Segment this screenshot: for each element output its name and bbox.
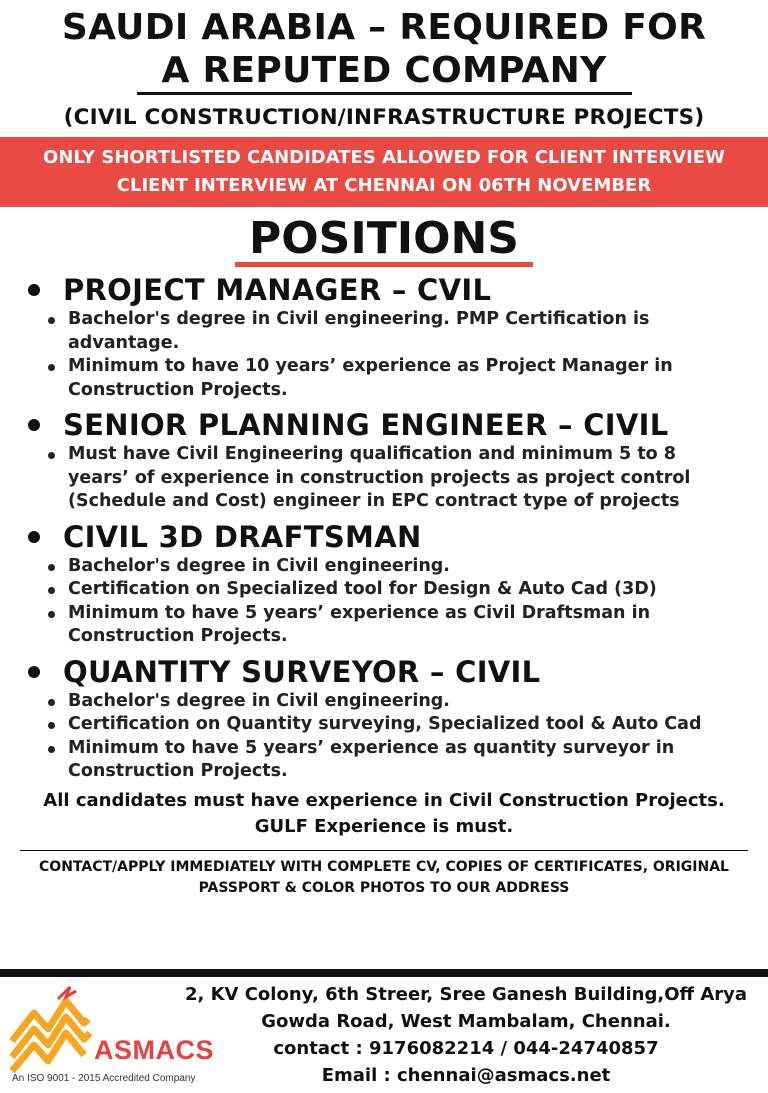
requirement-item (0, 308, 768, 355)
footer (0, 977, 768, 1093)
requirement-item (0, 355, 768, 402)
logo-tagline: An ISO 9001 - 2015 Accredited Company (12, 1073, 196, 1084)
position-title-text: PROJECT MANAGER – CVIL (63, 273, 492, 307)
positions-heading: POSITIONS (248, 213, 519, 264)
contact-email: Email : chennai@asmacs.net (321, 1065, 611, 1086)
requirement-text: Bachelor's degree in Civil engineering. (68, 555, 450, 576)
interview-banner (0, 137, 768, 207)
page (0, 6, 768, 1086)
bullet-icon (48, 317, 55, 324)
position-senior-planning-engineer (0, 407, 768, 514)
page-subtitle: (CIVIL CONSTRUCTION/INFRASTRUCTURE PROJECTS) (63, 105, 705, 130)
position-title (0, 407, 768, 443)
banner-line-1: ONLY SHORTLISTED CANDIDATES ALLOWED FOR CLIENT INTERVIEW (43, 147, 725, 168)
contact-instruction-line-2: PASSPORT & COLOR PHOTOS TO OUR ADDRESS (198, 879, 570, 896)
requirements-list (0, 308, 768, 402)
bullet-icon (48, 699, 55, 706)
bullet-icon (48, 722, 55, 729)
requirement-text: Certification on Quantity surveying, Specialized tool & Auto Cad (68, 714, 702, 734)
bullet-icon (28, 284, 40, 296)
title-line-2: A REPUTED COMPANY (161, 50, 607, 91)
bullet-icon (48, 452, 55, 459)
company-address (168, 981, 764, 1089)
requirements-list (0, 690, 768, 784)
requirement-item (0, 578, 768, 602)
title-line-1: SAUDI ARABIA – REQUIRED FOR (61, 7, 707, 48)
requirement-text: Bachelor's degree in Civil engineering. (68, 690, 450, 711)
position-title (0, 519, 768, 555)
position-title-text: QUANTITY SURVEYOR – CIVIL (63, 654, 541, 689)
page-title (0, 6, 768, 92)
requirement-text: Minimum to have 10 years’ experience as Project Manager in Construction Projects. (68, 356, 673, 400)
requirement-item (0, 602, 768, 649)
bullet-icon (48, 587, 55, 594)
position-title-text: SENIOR PLANNING ENGINEER – CIVIL (63, 408, 669, 442)
requirement-text: Minimum to have 5 years’ experience as Civil Draftsman in Construction Projects. (68, 602, 651, 646)
bullet-icon (28, 666, 40, 678)
position-title (0, 654, 768, 690)
address-line-2: Gowda Road, West Mambalam, Chennai. (261, 1011, 671, 1032)
candidate-notes (0, 788, 768, 840)
position-title-text: CIVIL 3D DRAFTSMAN (63, 519, 422, 554)
position-project-manager (0, 272, 768, 402)
bullet-icon (48, 364, 55, 371)
bullet-icon (48, 564, 55, 571)
bullet-icon (28, 531, 40, 543)
position-civil-3d-draftsman (0, 519, 768, 649)
bullet-icon (28, 419, 40, 431)
divider (20, 850, 748, 851)
title-underline (137, 92, 632, 95)
bullet-icon (48, 611, 55, 618)
requirement-text: Must have Civil Engineering qualification and minimum 5 to 8 years’ of experience in construction projects as project control (Schedule and Cost) engineer in EPC contract type of projects (68, 444, 691, 511)
position-quantity-surveyor (0, 654, 768, 784)
positions-list (0, 272, 768, 784)
note-line-1: All candidates must have experience in Civil Construction Projects. (43, 789, 725, 811)
position-title (0, 272, 768, 308)
banner-line-2: CLIENT INTERVIEW AT CHENNAI ON 06TH NOVEMBER (116, 175, 652, 196)
footer-divider (0, 969, 768, 977)
requirements-list (0, 443, 768, 514)
requirement-item (0, 713, 768, 737)
requirement-item (0, 443, 768, 514)
address-line-1: 2, KV Colony, 6th Streer, Sree Ganesh Building,Off Arya (184, 984, 748, 1005)
contact-instruction (0, 857, 768, 899)
requirement-text: Minimum to have 5 years’ experience as quantity surveyor in Construction Projects. (68, 737, 675, 781)
requirement-item (0, 737, 768, 784)
requirements-list (0, 555, 768, 649)
logo-name: ASMACS (94, 1035, 215, 1065)
contact-phone: contact : 9176082214 / 044-24740857 (273, 1038, 659, 1059)
requirement-item (0, 555, 768, 579)
bullet-icon (48, 746, 55, 753)
note-line-2: GULF Experience is must. (254, 815, 514, 837)
requirement-item (0, 690, 768, 714)
contact-instruction-line-1: CONTACT/APPLY IMMEDIATELY WITH COMPLETE CV, COPIES OF CERTIFICATES, ORIGINAL (39, 858, 729, 875)
requirement-text: Bachelor's degree in Civil engineering. PMP Certification is advantage. (68, 309, 650, 353)
requirement-text: Certification on Specialized tool for Design & Auto Cad (3D) (68, 579, 657, 599)
